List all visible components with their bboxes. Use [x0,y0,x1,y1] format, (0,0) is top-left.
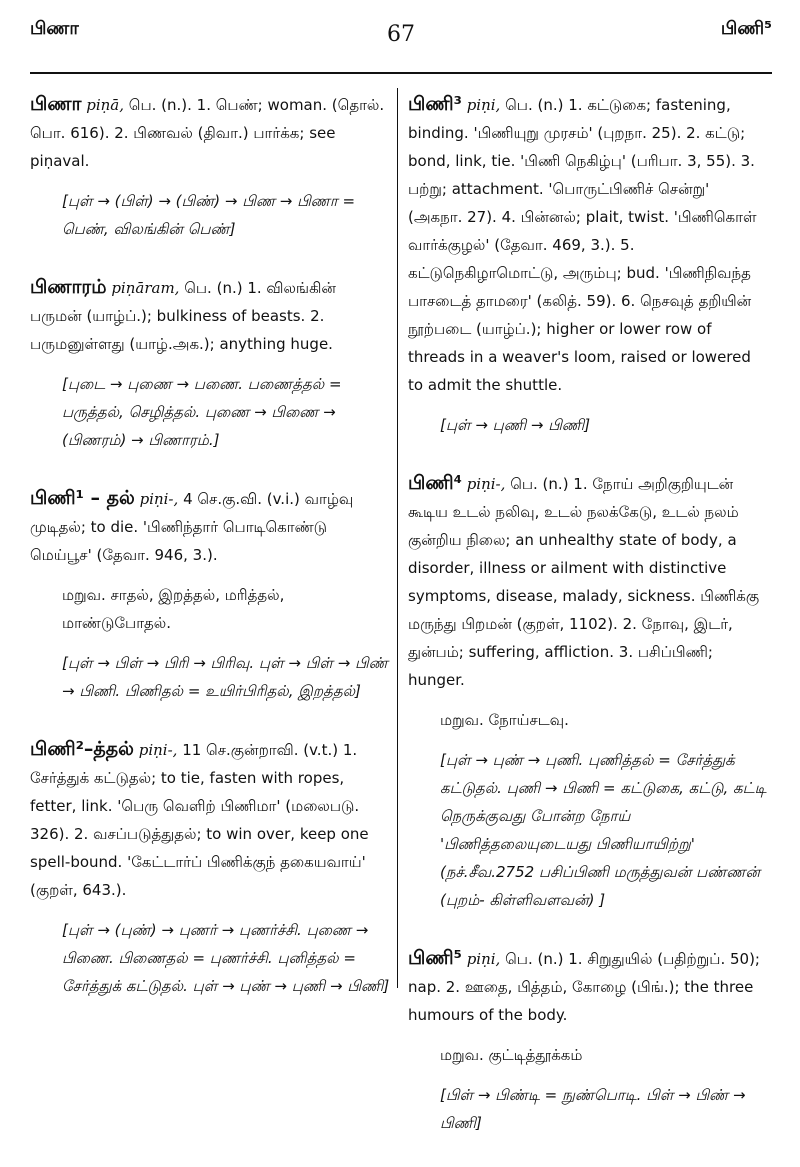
entry-headword: பிணாரம் [30,276,107,298]
entry-etymology: [புள் → (புண்) → புணர் → புணர்ச்சி. புணை → பிணை. பிணைதல் = புணர்ச்சி. புனித்தல் = சேர்த்துக் கட்டுதல். புள் → புண் → புணி → பிணி] [62,921,390,995]
entry-definition: பெ. (n.) 1. விலங்கின் பருமன் (யாழ்ப்.); bulkiness of beasts. 2. பருமனுள்ளது (யாழ்.அக.); anything huge. [30,279,336,353]
entry-pini-2 [30,735,390,1000]
entry-etymology: [புடை → புணை → பணை. பணைத்தல் = பருத்தல், செழித்தல். புணை → பிணை → (பிணரம்) → பிணாரம்.] [62,375,342,449]
entry-pini-1 [30,484,390,705]
entry-etymology: [புள் → புணி → பிணி] [440,416,591,434]
column-divider [397,88,398,988]
entry-synonyms: மறுவ. சாதல், இறத்தல், மரித்தல், மாண்டுபோதல். [62,586,285,632]
running-head-left: பிணா [30,18,79,39]
entry-headword: பிணி²–த்தல் [30,738,134,760]
entry-definition: 4 செ.கு.வி. (v.i.) வாழ்வு முடிதல்; to die. 'பிணிந்தார் பொடிகொண்டு மெய்பூச' (தேவா. 946, 3.). [30,490,354,564]
entry-synonyms: மறுவ. குட்டித்தூக்கம் [440,1046,583,1064]
entry-definition: பெ. (n.) 1. நோய் அறிகுறியுடன் கூடிய உடல் நலிவு, உடல் நலக்கேடு, உடல் நலம் குன்றிய நிலை; an unhealthy state of body, a disorder, illness or ailment with distinctive symptoms, disease, malady, sickness. பிணிக்கு மருந்து பிறமன் (குறள், 1102). 2. நோவு, இடர், துன்பம்; suffering, affliction. 3. பசிப்பிணி; hunger. [408,475,760,689]
entry-etymology: [பிள் → பிண்டி = நுண்பொடி. பிள் → பிண் → பிணி] [440,1086,746,1132]
entry-definition: 11 செ.குன்றாவி. (v.t.) 1. சேர்த்துக் கட்டுதல்; to tie, fasten with ropes, fetter, link. 'பெரு வெளிற் பிணிமா' (மலைபடு. 326). 2. வசப்படுத்துதல்; to win over, keep one spell-bound. 'கேட்டார்ப் பிணிக்குந் தகையவாய்' (குறள், 643.). [30,741,369,899]
entry-definition: பெ. (n.) 1. கட்டுகை; fastening, binding. 'பிணியுறு முரசம்' (புறநா. 25). 2. கட்டு; bond, link, tie. 'பிணி நெகிழ்பு' (பரிபா. 3, 55). 3. பற்று; attachment. 'பொருட்பிணிச் சென்று' (அகநா. 27). 4. பின்னல்; plait, twist. 'பிணிகொள் வார்க்குழல்' (தேவா. 469, 3.). 5. கட்டுநெகிழாமொட்டு, அரும்பு; bud. 'பிணிநிவந்த பாசடைத் தாமரை' (கலித். 59). 6. நெசவுத் தறியின் நூற்படை (யாழ்ப்.); higher or lower row of threads in a weaver's loom, raised or lowered to admit the shuttle. [408,96,757,394]
entry-transliteration: piṇi, [466,96,501,114]
entry-pini-3 [408,90,768,439]
entry-transliteration: piṇāram, [111,279,180,297]
entry-etymology: [புள் → பிள் → பிரி → பிரிவு. புள் → பிள் → பிண் → பிணி. பிணிதல் = உயிர்பிரிதல், இறத்தல்] [62,654,388,700]
entry-headword: பிணி³ [408,93,462,115]
entry-pina [30,90,390,243]
entry-headword: பிணி⁵ [408,947,462,969]
header-rule [30,72,772,74]
entry-pinaram [30,273,390,454]
right-column [408,90,768,1167]
entry-etymology: [புள் → புண் → புணி. புணித்தல் = சேர்த்துக் கட்டுதல். புணி → பிணி = கட்டுகை, கட்டு, கட்டி நெருக்குவது போன்ற நோய் 'பிணித்தலையுடையது பிணியாயிற்று' (நச்.சீவ.2752 பசிப்பிணி மருத்துவன் பண்ணன் (புறம்- கிள்ளிவளவன்) ] [440,751,767,909]
left-column [30,90,390,1030]
entry-transliteration: piṇi-, [466,475,506,493]
entry-pini-4 [408,469,768,914]
entry-headword: பிணி¹ – தல் [30,487,135,509]
entry-definition: பெ. (n.) 1. சிறுதுயில் (பதிற்றுப். 50); nap. 2. ஊதை, பித்தம், கோழை (பிங்.); the three humours of the body. [408,950,760,1024]
entry-headword: பிணா [30,93,82,115]
entry-pini-5 [408,944,768,1137]
entry-headword: பிணி⁴ [408,472,462,494]
running-head-right: பிணி⁵ [720,18,772,39]
page-number: 67 [387,22,415,47]
entry-transliteration: piṇā, [86,96,124,114]
entry-transliteration: piṇi, [466,950,501,968]
entry-definition: பெ. (n.). 1. பெண்; woman. (தொல். பொ. 616). 2. பிணவல் (திவா.) பார்க்க; see piṇaval. [30,96,385,170]
entry-etymology: [புள் → (பிள்) → (பிண்) → பிண → பிணா = பெண், விலங்கின் பெண்] [62,192,356,238]
entry-synonyms: மறுவ. நோய்சடவு. [440,711,569,729]
entry-transliteration: piṇi-, [138,741,178,759]
page-header [30,8,772,48]
entry-transliteration: piṇi-, [139,490,179,508]
